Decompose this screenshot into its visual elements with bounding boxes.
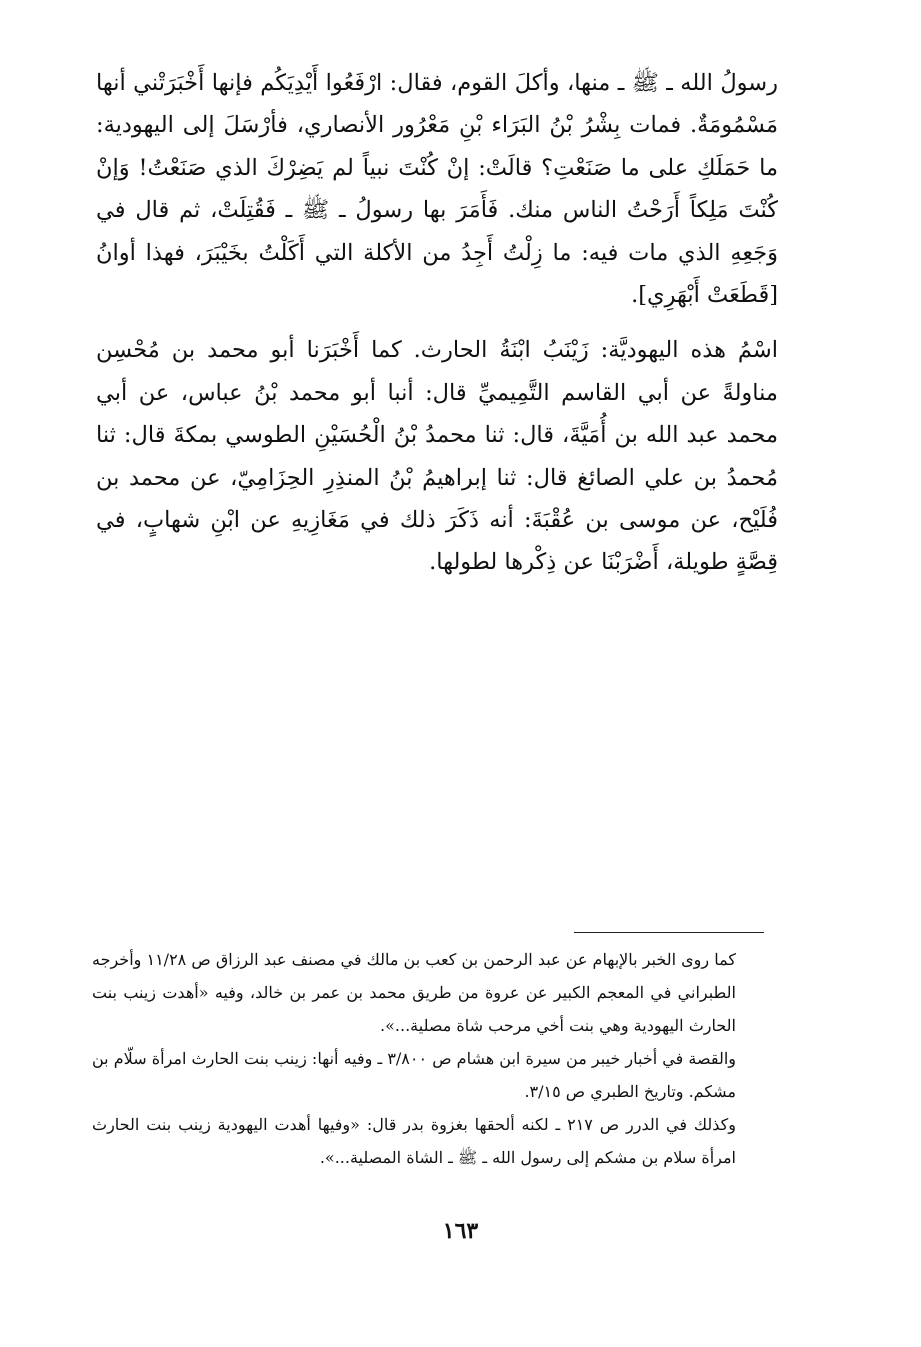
footnote-line: «أهدت زينب بنت الحارث اليهودية وهي بنت أخي مرحب شاة مصلية...».	[92, 983, 736, 1035]
text-line: أنها مَسْمُومَةٌ. فمات بِشْرُ بْنُ البَرَاء بْنِ مَعْرُور الأنصاري، فأرْسَلَ إلى	[96, 70, 778, 139]
text-line: رسولُ الله ـ ﷺ ـ منها، وأكلَ القوم، فقال: ارْفَعُوا أَيْدِيَكُم فإنها أَخْبَرَتْني	[133, 70, 779, 96]
footnote-1	[92, 943, 736, 1042]
text-line: فُلَيْح، عن موسى بن عُقْبَةَ: أنه ذَكَرَ ذلك في مَغَازِيهِ عن ابْنِ شهابٍ، في	[96, 507, 778, 534]
paragraph-1	[96, 62, 778, 316]
text-line: ثم قال في وَجَعِهِ الذي مات فيه: ما زِلْتُ أَجِدُ من الأكلة التي أَكَلْتُ بخَيْبَرَ،	[96, 197, 779, 266]
text-line: قِصَّةٍ طويلة، أَضْرَبْنَا عن ذِكْرها لطولها.	[429, 549, 778, 576]
text-line: فهذا أوانُ [قَطَعَتْ أَبْهَرِي].	[96, 239, 778, 309]
footnote-3	[92, 1108, 736, 1174]
text-line: مُحْسِن مناولةً عن أبي القاسم التَّمِيميِّ قال: أنبا أبو محمد بْنُ عباس، عن	[96, 337, 778, 406]
paragraph-2	[96, 329, 778, 583]
footnote-2	[92, 1042, 736, 1108]
text-line: اليهودية: ما حَمَلَكِ على ما صَنَعْتِ؟ قالَتْ: إنْ كُنْتَ نبياً لم يَضِرْكَ الذي	[96, 112, 778, 181]
footnote-line: والقصة في أخبار خيبر من سيرة ابن هشام ص ٣/٨٠٠ ـ وفيه أنها: زينب بنت الحارث	[191, 1049, 736, 1068]
page-number: ١٦٣	[442, 1218, 479, 1244]
footnote-divider	[574, 932, 764, 933]
footnote-line: كما روى الخبر بالإبهام عن عبد الرحمن بن كعب بن مالك في مصنف عبد الرزاق ص	[191, 950, 736, 969]
text-line: اسْمُ هذه اليهوديَّة: زَيْنَبُ ابْنَةُ الحارث. كما أَخْبَرَنا أبو محمد بن	[171, 337, 778, 364]
footnotes	[92, 943, 736, 1174]
footnote-line: وكذلك في الدرر ص ٢١٧ ـ لكنه ألحقها بغزوة بدر قال: «وفيها أهدت اليهودية زينب بنت	[146, 1115, 736, 1134]
text-line: مُحمدُ بن علي الصائغ قال: ثنا إبراهيمُ بْنُ المنذِرِ الحِزَامِيّ، عن محمد بن	[96, 464, 778, 491]
text-line: صَنَعْتُ! وَإنْ كُنْتَ مَلِكاً أَرَحْتُ الناس منك. فَأَمَرَ بها رسولُ ـ ﷺ ـ فَقُتِلَتْ،	[96, 154, 778, 224]
footnote-line: الحارث امرأة سلام بن مشكم إلى رسول الله ـ ﷺ ـ الشاة المصلية...».	[92, 1115, 736, 1167]
text-line: أبي محمد عبد الله بن أُمَيَّةَ، قال: ثنا محمدُ بْنُ الْحُسَيْنِ الطوسي بمكةَ قال: ثنا	[96, 379, 778, 449]
footnote-line: امرأة سلّام بن مشكم. وتاريخ الطبري ص ٣/١٥.	[92, 1049, 736, 1101]
footnote-line: ١١/٢٨ وأخرجه الطبراني في المعجم الكبير عن عروة من طريق محمد بن عمر بن خالد، وفيه	[92, 950, 736, 1002]
main-text	[96, 62, 778, 584]
